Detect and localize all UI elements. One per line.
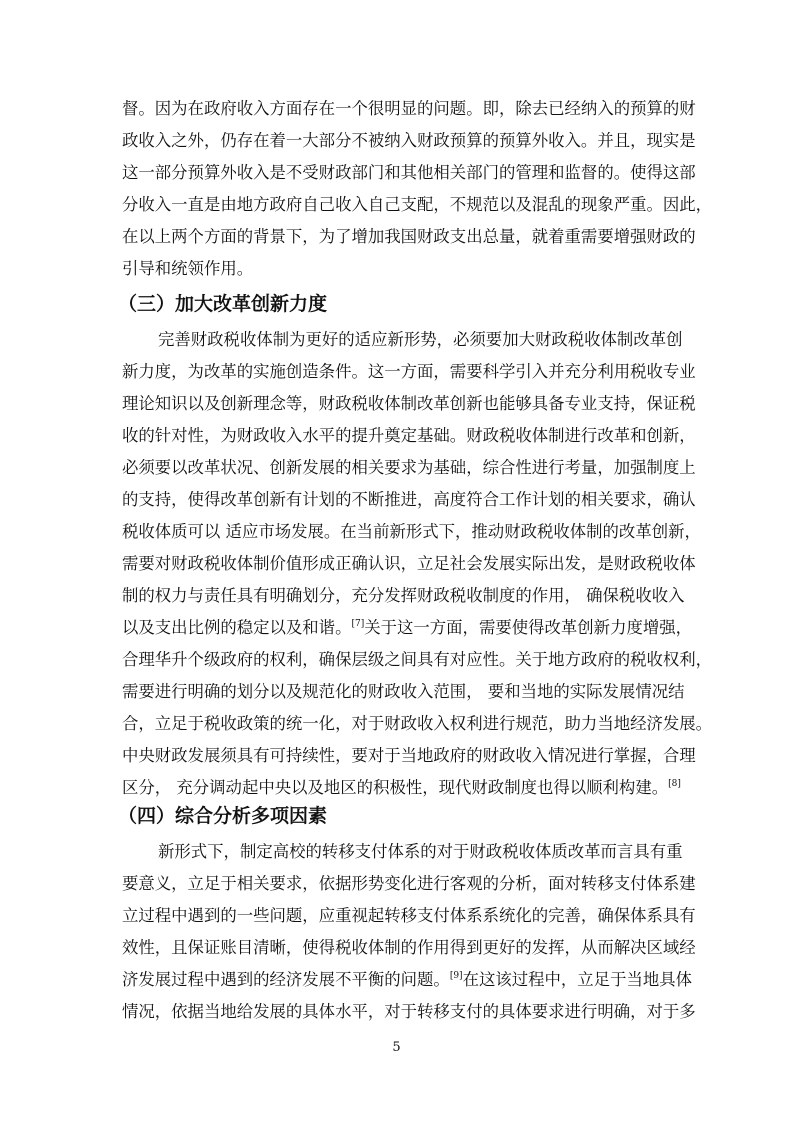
text-segment: 在这该过程中，立足于当地具体 bbox=[462, 970, 693, 989]
text-line: 的支持，使得改革创新有计划的不断推进，高度符合工作计划的相关要求，确认 bbox=[122, 490, 696, 509]
text-line: 制的权力与责任具有明确划分，充分发挥财政税收制度的作用， 确保税收收入 bbox=[122, 586, 685, 605]
text-line bbox=[122, 618, 693, 638]
text-line: 督。因为在政府收入方面存在一个很明显的问题。即，除去已经纳入的预算的财 bbox=[122, 99, 696, 118]
text-line: 立过程中遇到的一些问题，应重视起转移支付体系系统化的完善，确保体系具有 bbox=[122, 906, 696, 925]
text-line: 收的针对性，为财政收入水平的提升奠定基础。财政税收体制进行改革和创新， bbox=[122, 426, 696, 445]
citation-ref: [7] bbox=[351, 619, 365, 629]
text-line: 必须要以改革状况、创新发展的相关要求为基础，综合性进行考量，加强制度上 bbox=[122, 458, 696, 477]
text-line: 政收入之外，仍存在着一大部分不被纳入财政预算的预算外收入。并且，现实是 bbox=[122, 131, 696, 150]
text-line: 需要进行明确的划分以及规范化的财政收入范围， 要和当地的实际发展情况结 bbox=[122, 682, 685, 701]
text-line: 新力度，为改革的实施创造条件。这一方面，需要科学引入并充分利用税收专业 bbox=[122, 362, 696, 381]
text-segment: 关于这一方面，需要使得改革创新力度增强， bbox=[364, 618, 693, 637]
text-line: 理论知识以及创新理念等，财政税收体制改革创新也能够具备专业支持，保证税 bbox=[122, 394, 696, 413]
text-line bbox=[122, 970, 693, 990]
text-line: 新形式下，制定高校的转移支付体系的对于财政税收体质改革而言具有重 bbox=[158, 842, 683, 861]
text-line: 合，立足于税收政策的统一化，对于财政收入权利进行规范，助力当地经济发展。 bbox=[122, 714, 713, 733]
text-line: 情况，依据当地给发展的具体水平，对于转移支付的具体要求进行明确，对于多 bbox=[122, 1002, 696, 1021]
text-line: 这一部分预算外收入是不受财政部门和其他相关部门的管理和监督的。使得这部 bbox=[122, 163, 696, 182]
text-line: 引导和统领作用。 bbox=[122, 259, 254, 278]
text-segment: 济发展过程中遇到的经济发展不平衡的问题。 bbox=[122, 970, 450, 989]
text-line: 在以上两个方面的背景下，为了增加我国财政支出总量，就着重需要增强财政的 bbox=[122, 227, 696, 246]
section-heading-4: （四）综合分析多项因素 bbox=[118, 805, 328, 827]
text-line: 要意义，立足于相关要求，依据形势变化进行客观的分析，面对转移支付体系建 bbox=[122, 874, 696, 893]
citation-ref: [9] bbox=[449, 971, 463, 981]
text-line: 效性，且保证账目清晰，使得税收体制的作用得到更好的发挥，从而解决区域经 bbox=[122, 938, 696, 957]
text-segment: 以及支出比例的稳定以及和谐。 bbox=[122, 618, 352, 637]
text-line: 需要对财政税收体制价值形成正确认识，立足社会发展实际出发，是财政税收体 bbox=[122, 554, 696, 573]
text-segment: 区分， 充分调动起中央以及地区的积极性，现代财政制度也得以顺利构建。 bbox=[122, 778, 669, 797]
text-line: 税收体质可以 适应市场发展。在当前新形式下，推动财政税收体制的改革创新， bbox=[122, 522, 701, 541]
section-heading-3: （三）加大改革创新力度 bbox=[118, 293, 328, 315]
page-number: 5 bbox=[392, 1040, 401, 1055]
text-line bbox=[122, 778, 681, 798]
text-line: 合理华升个级政府的权利，确保层级之间具有对应性。关于地方政府的税收权利， bbox=[122, 650, 713, 669]
text-line: 中央财政发展须具有可持续性，要对于当地政府的财政收入情况进行掌握，合理 bbox=[122, 746, 696, 765]
text-line: 完善财政税收体制为更好的适应新形势，必须要加大财政税收体制改革创 bbox=[158, 330, 683, 349]
citation-ref: [8] bbox=[668, 779, 681, 789]
text-line: 分收入一直是由地方政府自己收入自己支配，不规范以及混乱的现象严重。因此， bbox=[122, 195, 713, 214]
